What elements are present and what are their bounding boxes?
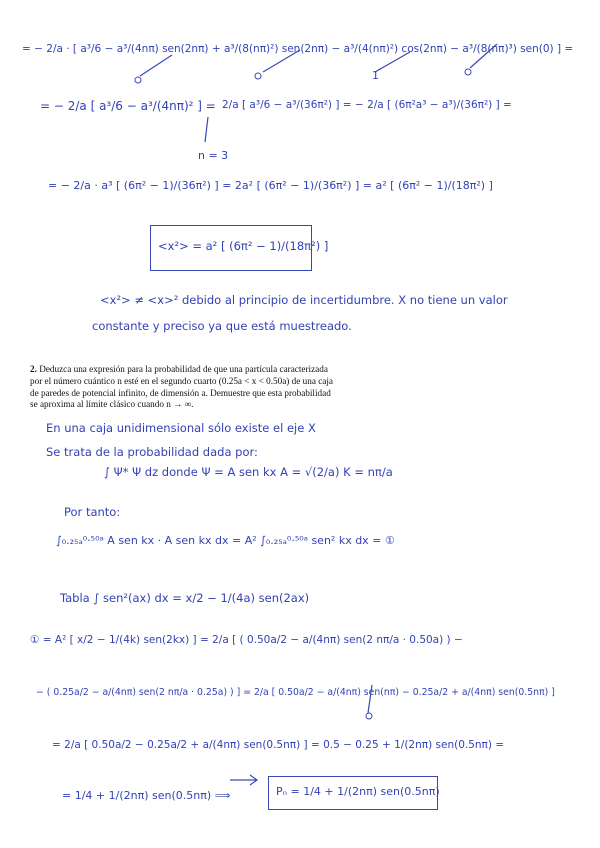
derivation-line-2b: 2/a [ a³/6 − a³/(36π²) ] = − 2/a [ (6π²a³ − a³)/(36π²) ] =	[222, 99, 512, 111]
solution-line-9: = 2/a [ 0.50a/2 − 0.25a/2 + a/(4nπ) sen(0.5nπ) ] = 0.5 − 0.25 + 1/(2nπ) sen(0.5nπ) =	[52, 739, 505, 751]
problem-statement	[30, 364, 338, 411]
remark-line-1: <x²> ≠ <x>² debido al principio de incertidumbre. X no tiene un valor	[100, 293, 508, 307]
solution-line-10: = 1/4 + 1/(2nπ) sen(0.5nπ) ⟹	[62, 789, 231, 802]
solution-line-6: Tabla ∫ sen²(ax) dx = x/2 − 1/(4a) sen(2ax)	[60, 591, 310, 605]
derivation-one-mark: 1	[372, 69, 379, 82]
solution-line-3: ∫ Ψ* Ψ dz donde Ψ = A sen kx A = √(2/a) K = nπ/a	[104, 465, 393, 479]
solution-line-8: − ( 0.25a/2 − a/(4nπ) sen(2 nπ/a · 0.25a) ) ] = 2/a [ 0.50a/2 − a/(4nπ) sen(nπ) − 0.25a/2 + a/(4nπ) sen(0.5nπ) ]	[36, 687, 555, 698]
derivation-n-value: n = 3	[198, 149, 229, 162]
problem-number: 2.	[30, 364, 37, 374]
zero-mark-2	[255, 73, 261, 79]
derivation-line-1: = − 2/a · [ a³/6 − a³/(4nπ) sen(2nπ) + a³/(8(nπ)²) sen(2nπ) − a³/(4(nπ)²) cos(2nπ) − a³/(8(nπ)³) sen(0) ] =	[22, 43, 574, 55]
final-answer: Pₙ = 1/4 + 1/(2nπ) sen(0.5nπ)	[276, 785, 440, 798]
solution-line-1: En una caja unidimensional sólo existe el eje X	[46, 421, 316, 435]
n-arrow	[205, 117, 208, 142]
zero-mark-3	[465, 69, 471, 75]
strike-arrow-1	[140, 55, 172, 76]
implies-arrow	[230, 775, 257, 785]
problem-text: Deduzca una expresión para la probabilidad de que una partícula caracterizada por el número cuántico n esté en el segundo cuarto (0.25a < x < 0.50a) de una caja de paredes de potencial infinito, de dimensión a. Demuestre que esta probabilidad se aproxima al límite clásico cuando n → ∞.	[30, 364, 333, 410]
solution-line-2: Se trata de la probabilidad dada por:	[46, 445, 258, 459]
zero-mark-1	[135, 77, 141, 83]
solution-line-5: ∫₀.₂₅ₐ⁰·⁵⁰ᵃ A sen kx · A sen kx dx = A² ∫₀.₂₅ₐ⁰·⁵⁰ᵃ sen² kx dx = ①	[56, 534, 395, 547]
derivation-line-3: = − 2/a · a³ [ (6π² − 1)/(36π²) ] = 2a² [ (6π² − 1)/(36π²) ] = a² [ (6π² − 1)/(18π²) ]	[48, 179, 493, 192]
derivation-line-2a: = − 2/a [ a³/6 − a³/(4nπ)² ] =	[40, 99, 216, 113]
solution-line-7: ① = A² [ x/2 − 1/(4k) sen(2kx) ] = 2/a [ ( 0.50a/2 − a/(4nπ) sen(2 nπ/a · 0.50a) ) −	[30, 634, 463, 646]
boxed-result: <x²> = a² [ (6π² − 1)/(18π²) ]	[158, 239, 329, 253]
solution-line-4: Por tanto:	[64, 505, 121, 519]
zero-mark-4	[366, 713, 372, 719]
remark-line-2: constante y preciso ya que está muestreado.	[92, 319, 352, 333]
